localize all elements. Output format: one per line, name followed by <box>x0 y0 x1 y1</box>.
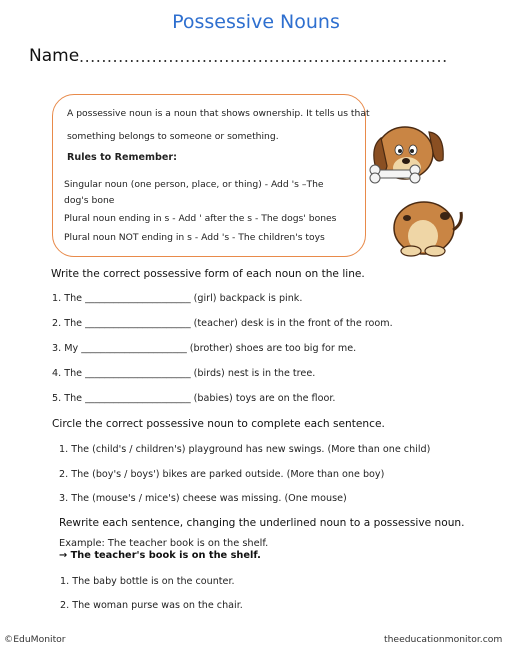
name-line[interactable]: .................................................................. <box>79 47 448 66</box>
rule-1-line-1: Singular noun (one person, place, or thing) - Add 's –The <box>64 179 324 190</box>
exercise-3-item-2: 2. The woman purse was on the chair. <box>60 600 243 611</box>
rule-1-line-2: dog's bone <box>64 195 115 206</box>
exercise-1-item-5: 5. The ______________________ (babies) toys are on the floor. <box>52 393 336 404</box>
exercise-1-item-2: 2. The ______________________ (teacher) desk is in the front of the room. <box>52 318 393 329</box>
footer-website: theeducationmonitor.com <box>384 634 503 645</box>
rule-3: Plural noun NOT ending in s - Add 's - The children's toys <box>64 232 325 243</box>
exercise-2-item-3: 3. The (mouse's / mice's) cheese was missing. (One mouse) <box>59 493 347 504</box>
rule-2: Plural noun ending in s - Add ' after the s - The dogs' bones <box>64 213 337 224</box>
name-label: Name <box>29 46 80 66</box>
intro-line-1: A possessive noun is a noun that shows ownership. It tells us that <box>67 108 370 119</box>
exercise-2-item-2: 2. The (boy's / boys') bikes are parked outside. (More than one boy) <box>59 469 385 480</box>
section-1-heading: Write the correct possessive form of each noun on the line. <box>51 268 365 280</box>
footer-copyright: ©EduMonitor <box>4 634 66 645</box>
exercise-2-item-1: 1. The (child's / children's) playground has new swings. (More than one child) <box>59 444 431 455</box>
exercise-1-item-1: 1. The ______________________ (girl) backpack is pink. <box>52 293 303 304</box>
page-title: Possessive Nouns <box>172 11 340 33</box>
example-answer: → The teacher's book is on the shelf. <box>59 550 261 561</box>
exercise-1-item-3: 3. My ______________________ (brother) shoes are too big for me. <box>52 343 357 354</box>
example-sentence: Example: The teacher book is on the shelf. <box>59 538 269 549</box>
section-2-heading: Circle the correct possessive noun to complete each sentence. <box>52 418 385 430</box>
section-3-heading: Rewrite each sentence, changing the underlined noun to a possessive noun. <box>59 517 465 529</box>
exercise-3-item-1: 1. The baby bottle is on the counter. <box>60 576 235 587</box>
exercise-1-item-4: 4. The ______________________ (birds) nest is in the tree. <box>52 368 316 379</box>
intro-line-2: something belongs to someone or something. <box>67 131 279 142</box>
rules-heading: Rules to Remember: <box>67 152 177 163</box>
puppy-illustration <box>369 108 467 258</box>
